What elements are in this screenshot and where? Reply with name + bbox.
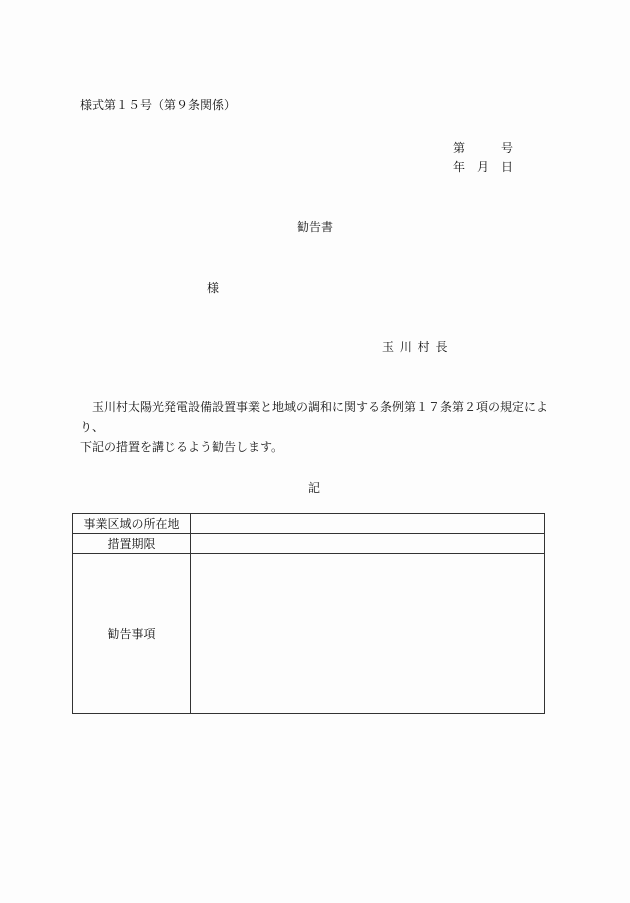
ki-heading: 記 [308, 481, 321, 495]
location-value [191, 514, 545, 534]
recommendation-value [191, 554, 545, 714]
issuer: 玉 川 村 長 [382, 340, 449, 354]
document-title: 勧告書 [297, 220, 334, 234]
location-label: 事業区域の所在地 [73, 514, 191, 534]
body-line: 下記の措置を講じるよう勧告します。 [80, 440, 284, 454]
table-row [73, 554, 545, 714]
recommendation-table [72, 513, 545, 714]
form-number: 様式第１５号（第９条関係） [80, 98, 237, 112]
document-date: 年 月 日 [453, 160, 514, 174]
deadline-label: 措置期限 [73, 534, 191, 554]
addressee: 様 [207, 281, 220, 295]
deadline-value [191, 534, 545, 554]
body-line: 玉川村太陽光発電設備設置事業と地域の調和に関する条例第１７条第２項の規定により、 [80, 400, 549, 434]
body-text [80, 397, 560, 457]
table-row [73, 534, 545, 554]
table-row [73, 514, 545, 534]
document-number: 第 号 [453, 141, 514, 155]
recommendation-label: 勧告事項 [73, 554, 191, 714]
